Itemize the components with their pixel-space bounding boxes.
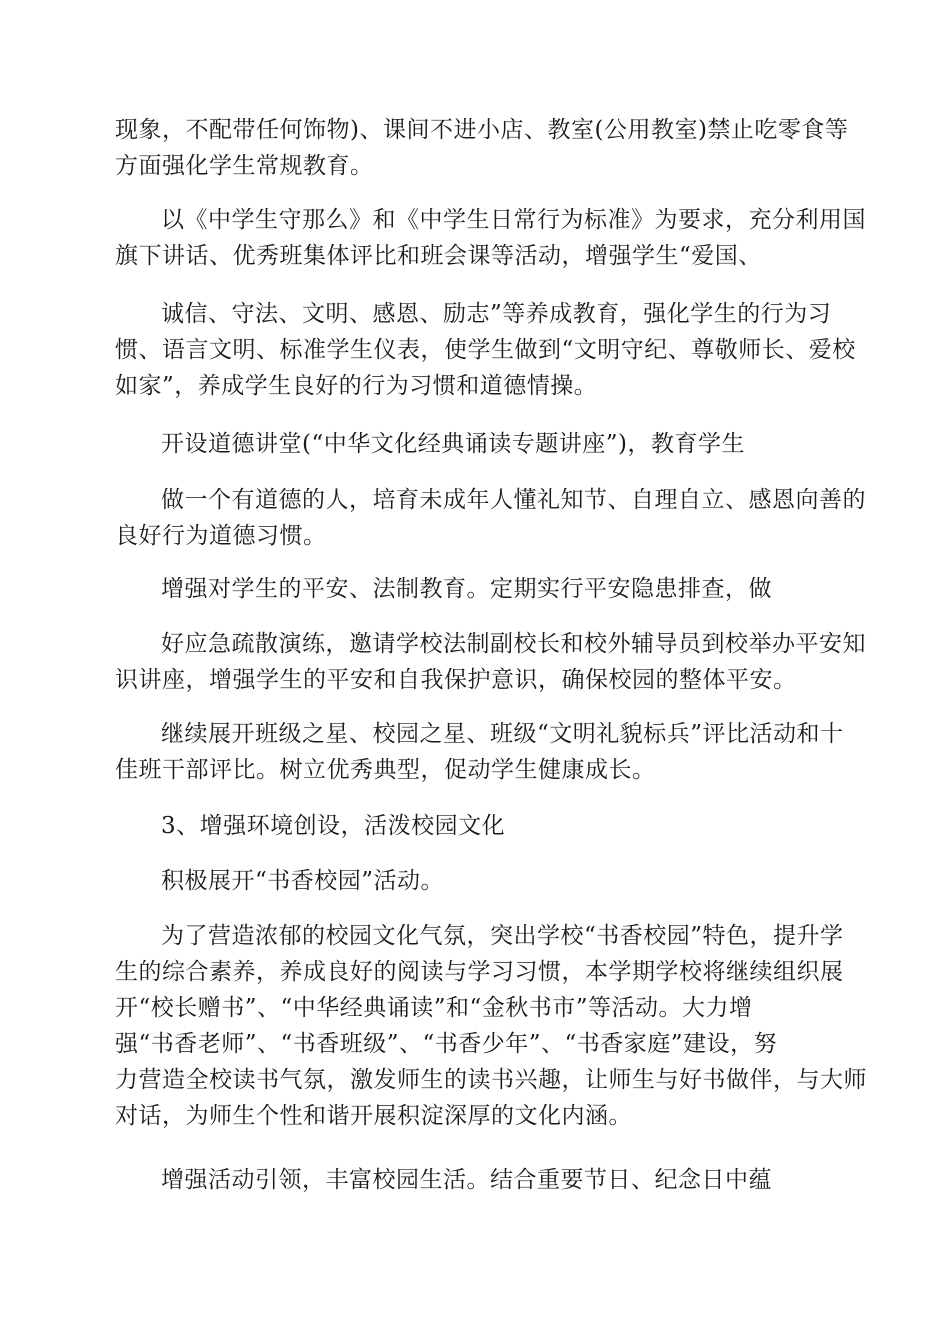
paragraph-1	[115, 112, 849, 184]
paragraph-5	[115, 482, 866, 554]
paragraph-10	[115, 863, 835, 899]
paragraph-8-line-1: 继续展开班级之星、校园之星、班级“文明礼貌标兵”评比活动和十	[161, 721, 844, 747]
paragraph-3-line-1: 诚信、守法、文明、感恩、励志”等养成教育，强化学生的行为习	[161, 301, 832, 327]
paragraph-11	[115, 918, 867, 1134]
paragraph-4	[115, 426, 835, 462]
paragraph-4-line-1: 开设道德讲堂(“中华文化经典诵读专题讲座”)，教育学生	[161, 431, 745, 457]
paragraph-7	[115, 626, 866, 698]
paragraph-6	[115, 571, 835, 607]
section-heading	[115, 808, 835, 844]
paragraph-2-line-1: 以《中学生守那么》和《中学生日常行为标准》为要求，充分利用国	[161, 207, 866, 233]
paragraph-2	[115, 202, 866, 274]
paragraph-8-line-2: 佳班干部评比。树立优秀典型，促动学生健康成长。	[115, 757, 656, 783]
paragraph-12	[115, 1162, 835, 1198]
paragraph-10-line-1: 积极展开“书香校园”活动。	[161, 868, 445, 894]
paragraph-11-line-6: 对话，为师生个性和谐开展积淀深厚的文化内涵。	[115, 1103, 632, 1129]
paragraph-11-line-2: 生的综合素养，养成良好的阅读与学习习惯，本学期学校将继续组织展	[115, 959, 844, 985]
paragraph-7-line-2: 识讲座，增强学生的平安和自我保护意识，确保校园的整体平安。	[115, 667, 797, 693]
paragraph-11-line-4: 强“书香老师”、“书香班级”、“书香少年”、“书香家庭”建设，努	[115, 1031, 778, 1057]
paragraph-6-line-1: 增强对学生的平安、法制教育。定期实行平安隐患排查，做	[161, 576, 772, 602]
paragraph-1-line-2: 方面强化学生常规教育。	[115, 153, 374, 179]
paragraph-3-line-2: 惯、语言文明、标准学生仪表，使学生做到“文明守纪、尊敬师长、爱校	[115, 337, 856, 363]
paragraph-11-line-3: 开“校长赠书”、“中华经典诵读”和“金秋书市”等活动。大力增	[115, 995, 753, 1021]
paragraph-7-line-1: 好应急疏散演练，邀请学校法制副校长和校外辅导员到校举办平安知	[161, 631, 866, 657]
paragraph-1-line-1: 现象，不配带任何饰物)、课间不进小店、教室(公用教室)禁止吃零食等	[115, 117, 849, 143]
paragraph-11-line-1: 为了营造浓郁的校园文化气氛，突出学校“书香校园”特色，提升学	[161, 923, 844, 949]
paragraph-2-line-2: 旗下讲话、优秀班集体评比和班会课等活动，增强学生“爱国、	[115, 243, 762, 269]
paragraph-5-line-1: 做一个有道德的人，培育未成年人懂礼知节、自理自立、感恩向善的	[161, 487, 866, 513]
paragraph-3-line-3: 如家”，养成学生良好的行为习惯和道德情操。	[115, 373, 598, 399]
paragraph-12-line-1: 增强活动引领，丰富校园生活。结合重要节日、纪念日中蕴	[161, 1167, 772, 1193]
paragraph-3	[115, 296, 856, 404]
paragraph-5-line-2: 良好行为道德习惯。	[115, 523, 327, 549]
paragraph-8	[115, 716, 844, 788]
paragraph-11-line-5: 力营造全校读书气氛，激发师生的读书兴趣，让师生与好书做伴，与大师	[115, 1067, 867, 1093]
section-heading-text: 3、增强环境创设，活泼校园文化	[161, 813, 506, 839]
